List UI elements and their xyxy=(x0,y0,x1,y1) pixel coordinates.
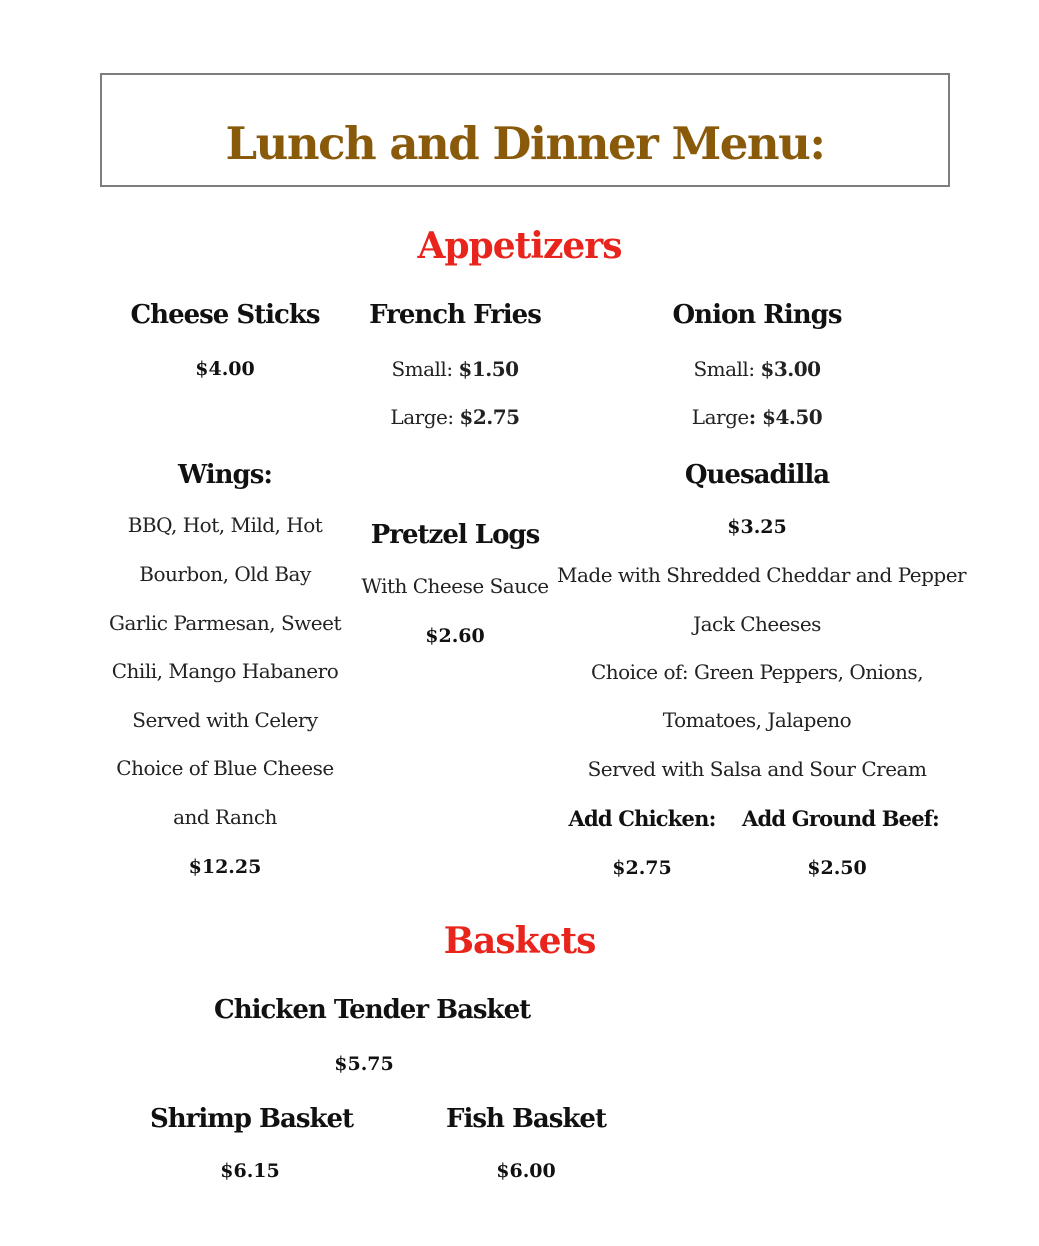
wings-desc-line: Bourbon, Old Bay xyxy=(139,562,311,586)
french-fries-small-price: $1.50 xyxy=(458,357,519,381)
french-fries-small-label: Small: xyxy=(391,357,459,381)
fish-basket-price: $6.00 xyxy=(496,1160,556,1182)
quesadilla-name: Quesadilla xyxy=(684,460,830,490)
onion-rings-large-price: : $4.50 xyxy=(748,405,823,429)
onion-rings-small-price: $3.00 xyxy=(760,357,821,381)
quesadilla-desc-line: Tomatoes, Jalapeno xyxy=(662,708,852,732)
wings-desc-line: Chili, Mango Habanero xyxy=(111,659,339,683)
onion-rings-large-label: Large xyxy=(691,405,749,429)
pretzel-logs-price: $2.60 xyxy=(425,625,485,647)
onion-rings-small-label: Small: xyxy=(693,357,761,381)
french-fries-large xyxy=(355,407,555,427)
quesadilla-desc-line: Jack Cheeses xyxy=(693,612,821,636)
onion-rings-name: Onion Rings xyxy=(672,300,842,330)
add-chicken-label: Add Chicken: xyxy=(568,806,716,831)
onion-rings-large xyxy=(657,407,857,427)
wings-desc-line: Choice of Blue Cheese xyxy=(116,756,334,780)
wings-desc-line: BBQ, Hot, Mild, Hot xyxy=(127,513,323,537)
french-fries-large-price: $2.75 xyxy=(459,405,520,429)
quesadilla-price: $3.25 xyxy=(727,516,787,538)
french-fries-large-label: Large: xyxy=(390,405,460,429)
chicken-tender-basket-price: $5.75 xyxy=(334,1053,394,1075)
quesadilla-desc-line: Served with Salsa and Sour Cream xyxy=(587,757,927,781)
shrimp-basket-name: Shrimp Basket xyxy=(150,1104,354,1134)
wings-price: $12.25 xyxy=(188,856,262,878)
onion-rings-small xyxy=(657,359,857,379)
appetizers-heading: Appetizers xyxy=(417,225,622,267)
menu-title: Lunch and Dinner Menu: xyxy=(225,117,825,170)
wings-desc-line: Served with Celery xyxy=(132,708,318,732)
wings-name: Wings: xyxy=(178,460,272,490)
shrimp-basket-price: $6.15 xyxy=(220,1160,280,1182)
fish-basket-name: Fish Basket xyxy=(446,1104,606,1134)
french-fries-small xyxy=(355,359,555,379)
wings-desc-line: Garlic Parmesan, Sweet xyxy=(109,611,341,635)
pretzel-logs-desc: With Cheese Sauce xyxy=(361,574,549,598)
baskets-heading: Baskets xyxy=(443,920,596,962)
add-chicken-price: $2.75 xyxy=(612,857,672,879)
wings-desc-line: and Ranch xyxy=(173,805,277,829)
pretzel-logs-name: Pretzel Logs xyxy=(370,520,540,550)
french-fries-name: French Fries xyxy=(369,300,541,330)
add-ground-beef-price: $2.50 xyxy=(807,857,867,879)
menu-title-box xyxy=(100,73,950,187)
quesadilla-desc-line: Choice of: Green Peppers, Onions, xyxy=(590,660,924,684)
quesadilla-desc-line: Made with Shredded Cheddar and Pepper xyxy=(557,563,967,587)
add-ground-beef-label: Add Ground Beef: xyxy=(742,806,939,831)
cheese-sticks-price: $4.00 xyxy=(195,358,255,380)
cheese-sticks-name: Cheese Sticks xyxy=(130,300,320,330)
chicken-tender-basket-name: Chicken Tender Basket xyxy=(214,995,531,1025)
